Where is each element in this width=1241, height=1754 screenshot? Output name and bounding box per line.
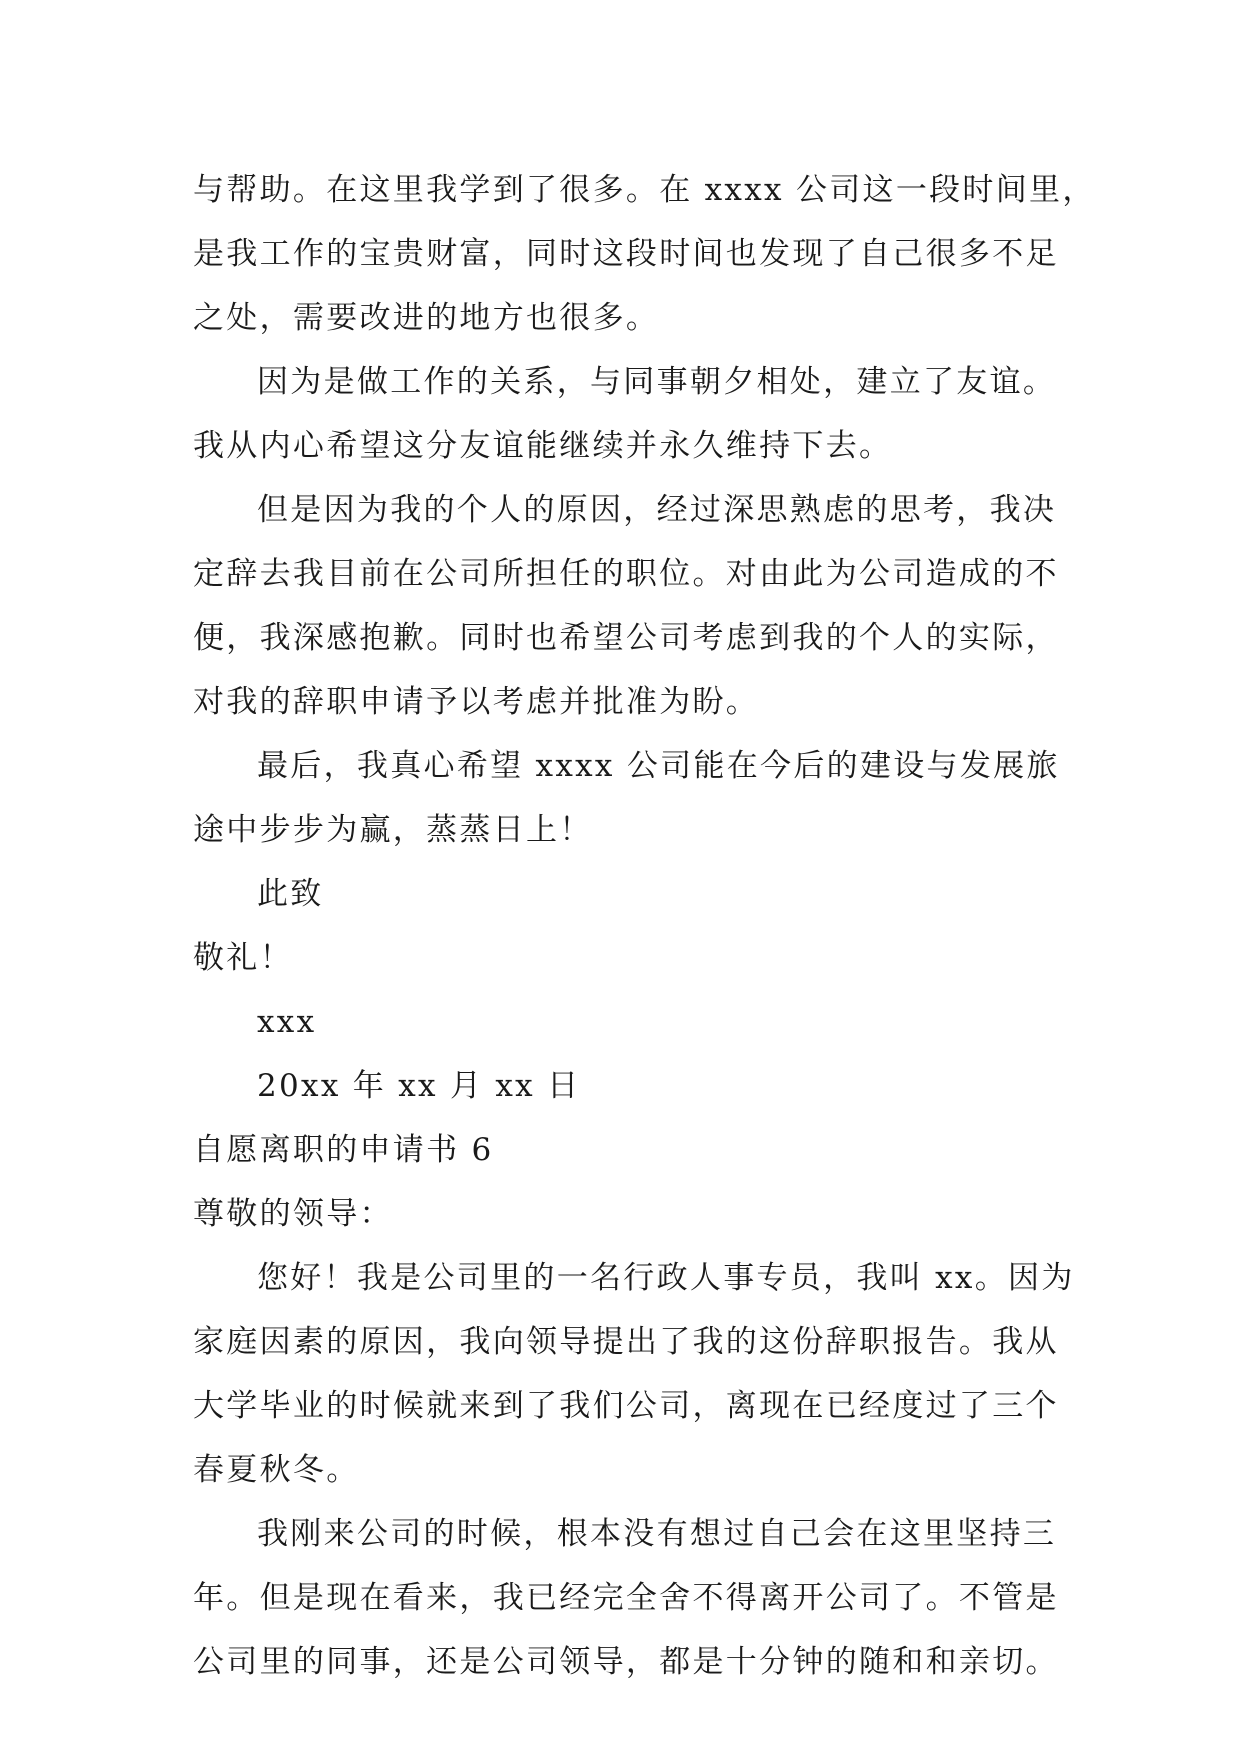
section-title: 自愿离职的申请书 6 [193,1132,494,1168]
text-line: 春夏秋冬。 [193,1452,360,1488]
text-line: 您好！我是公司里的一名行政人事专员，我叫 xx。因为 [257,1260,1075,1296]
greeting: 尊敬的领导： [193,1196,393,1232]
text-line: 公司里的同事，还是公司领导，都是十分钟的随和和亲切。 [193,1644,1059,1680]
text-line: 便，我深感抱歉。同时也希望公司考虑到我的个人的实际， [193,620,1059,656]
signature-name: xxx [257,1004,317,1040]
text-line: 大学毕业的时候就来到了我们公司，离现在已经度过了三个 [193,1388,1059,1424]
text-line: 之处，需要改进的地方也很多。 [193,300,660,336]
text-line: 我刚来公司的时候，根本没有想过自己会在这里坚持三 [257,1516,1057,1552]
signature-date: 20xx 年 xx 月 xx 日 [257,1068,581,1104]
text-line: 与帮助。在这里我学到了很多。在 xxxx 公司这一段时间里， [193,172,1096,208]
text-line: 途中步步为赢，蒸蒸日上！ [193,812,593,848]
text-line: 是我工作的宝贵财富，同时这段时间也发现了自己很多不足 [193,236,1059,272]
text-line: 我从内心希望这分友谊能继续并永久维持下去。 [193,428,893,464]
closing-salutation: 此致 [257,876,324,912]
text-line: 年。但是现在看来，我已经完全舍不得离开公司了。不管是 [193,1580,1059,1616]
document-body [193,158,1096,1694]
closing-regards: 敬礼！ [193,940,293,976]
text-line: 但是因为我的个人的原因，经过深思熟虑的思考，我决 [257,492,1057,528]
text-line: 家庭因素的原因，我向领导提出了我的这份辞职报告。我从 [193,1324,1059,1360]
text-line: 对我的辞职申请予以考虑并批准为盼。 [193,684,760,720]
text-line: 因为是做工作的关系，与同事朝夕相处，建立了友谊。 [257,364,1057,400]
text-line: 定辞去我目前在公司所担任的职位。对由此为公司造成的不 [193,556,1059,592]
text-line: 最后，我真心希望 xxxx 公司能在今后的建设与发展旅 [257,748,1060,784]
